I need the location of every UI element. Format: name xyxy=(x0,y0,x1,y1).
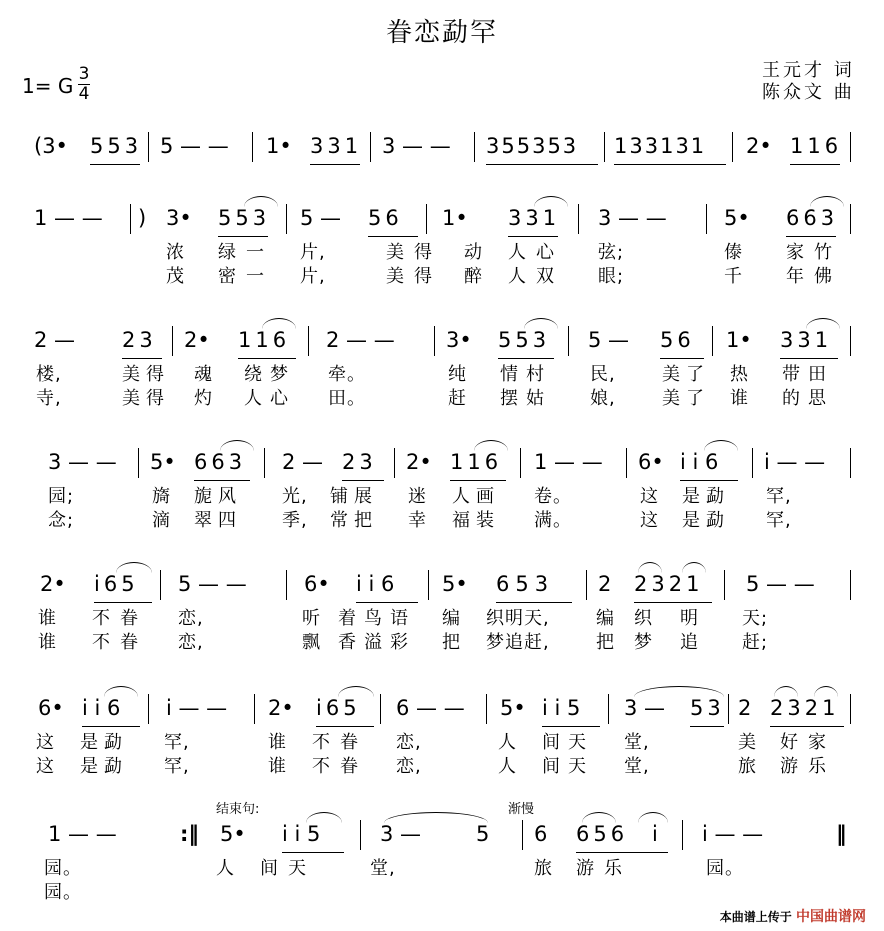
lyric-syllable: 绕梦 xyxy=(244,364,296,385)
note-group: ) xyxy=(138,206,147,230)
lyric-syllable: 着鸟语 xyxy=(338,608,416,629)
repeat-barline: :‖ xyxy=(180,822,199,846)
lyric-syllable: 编 xyxy=(596,608,615,629)
note-group: i65 xyxy=(94,572,139,596)
note-group: 3 — xyxy=(380,822,422,846)
lyric-syllable: 谁 xyxy=(268,732,287,753)
note-group: 355353 xyxy=(486,134,579,158)
lyric-syllable: 片, xyxy=(300,242,326,263)
note-group: 5 — — xyxy=(160,134,229,158)
lyric-syllable: 民, xyxy=(590,364,616,385)
lyric-syllable: 谁 xyxy=(38,608,57,629)
note-group: (3• xyxy=(34,134,68,158)
note-group: 5 — xyxy=(300,206,342,230)
lyric-syllable: 旖 xyxy=(152,486,171,507)
note-group: 3• xyxy=(166,206,192,230)
note-group: 6 xyxy=(534,822,548,846)
note-group: 1 — — xyxy=(34,206,103,230)
lyric-syllable: 念; xyxy=(48,510,75,531)
lyric-syllable: 间天 xyxy=(542,756,594,777)
lyric-syllable: 旅 xyxy=(534,858,553,879)
lyric-syllable: 田。 xyxy=(328,388,366,409)
lyric-syllable: 这 xyxy=(36,732,55,753)
note-group: 23 xyxy=(342,450,377,474)
lyric-syllable: 这 xyxy=(36,756,55,777)
lyric-syllable: 恋, xyxy=(396,732,422,753)
note-group: 656 xyxy=(576,822,629,846)
lyric-syllable: 浓 xyxy=(166,242,185,263)
lyric-syllable: 罕, xyxy=(164,732,190,753)
note-group: 5• xyxy=(220,822,246,846)
lyric-syllable: 的思 xyxy=(782,388,834,409)
lyric-syllable: 福装 xyxy=(452,510,500,531)
footer-text: 本曲谱上传于 xyxy=(719,910,792,924)
lyric-syllable: 人 xyxy=(498,732,517,753)
lyric-syllable: 人 xyxy=(216,858,235,879)
note-group: 2 — xyxy=(34,328,76,352)
lyric-syllable: 追 xyxy=(680,632,699,653)
time-signature-bottom: 4 xyxy=(78,84,90,104)
lyric-syllable: 不眷 xyxy=(92,608,148,629)
lyric-syllable: 光, xyxy=(282,486,308,507)
note-group: 331 xyxy=(508,206,561,230)
lyric-syllable: 美了 xyxy=(662,364,710,385)
lyric-syllable: 美 xyxy=(738,732,757,753)
note-group: 3• xyxy=(446,328,472,352)
note-group: 2• xyxy=(746,134,772,158)
note-group: 6• xyxy=(304,572,330,596)
lyric-syllable: 寺, xyxy=(36,388,62,409)
note-group: 5• xyxy=(724,206,750,230)
lyric-syllable: 醉 xyxy=(464,266,483,287)
note-group: i i 5 xyxy=(542,696,581,720)
note-group: 56 xyxy=(660,328,695,352)
lyric-syllable: 密一 xyxy=(218,266,274,287)
lyricist-credit: 王元才 词 xyxy=(762,60,855,81)
lyric-syllable: 间天 xyxy=(542,732,594,753)
lyric-syllable: 谁 xyxy=(730,388,749,409)
lyric-syllable: 是勐 xyxy=(80,756,128,777)
lyric-syllable: 谁 xyxy=(268,756,287,777)
note-group: i — — xyxy=(702,822,764,846)
lyric-syllable: 千 xyxy=(724,266,743,287)
lyric-syllable: 好家 xyxy=(780,732,836,753)
composer-credit: 陈众文 曲 xyxy=(762,82,855,103)
lyric-syllable: 旅 xyxy=(738,756,757,777)
lyric-syllable: 楼, xyxy=(36,364,62,385)
note-group: 553 xyxy=(218,206,271,230)
lyric-syllable: 美得 xyxy=(386,266,442,287)
lyric-syllable: 铺展 xyxy=(330,486,378,507)
lyric-syllable: 情村 xyxy=(500,364,552,385)
note-group: 5 xyxy=(476,822,490,846)
note-group: 6• xyxy=(638,450,664,474)
lyric-syllable: 不眷 xyxy=(312,756,368,777)
lyric-syllable: 滴 xyxy=(152,510,171,531)
lyric-syllable: 赶; xyxy=(742,632,769,653)
lyric-syllable: 恋, xyxy=(396,756,422,777)
note-group: 6• xyxy=(38,696,64,720)
lyric-syllable: 人心 xyxy=(244,388,296,409)
footer-credit xyxy=(720,906,866,926)
lyric-syllable: 翠四 xyxy=(194,510,242,531)
note-group: 1• xyxy=(726,328,752,352)
lyric-syllable: 天; xyxy=(742,608,769,629)
lyric-syllable: 梦 xyxy=(634,632,653,653)
note-group: 5 — xyxy=(588,328,630,352)
final-barline: ‖ xyxy=(836,822,847,846)
lyric-syllable: 人双 xyxy=(508,266,564,287)
lyric-syllable: 谁 xyxy=(38,632,57,653)
note-group: i i 6 xyxy=(356,572,395,596)
lyric-syllable: 明 xyxy=(680,608,699,629)
note-group: 133131 xyxy=(614,134,707,158)
note-group: 3 — xyxy=(624,696,666,720)
lyric-syllable: 堂, xyxy=(624,756,650,777)
lyric-syllable: 编 xyxy=(442,608,461,629)
note-group: 3 — — xyxy=(48,450,117,474)
lyric-syllable: 间天 xyxy=(260,858,316,879)
time-signature-top: 3 xyxy=(78,64,90,84)
lyric-syllable: 美得 xyxy=(122,364,170,385)
note-group: 2321 xyxy=(634,572,704,596)
note-group: 2• xyxy=(268,696,294,720)
lyric-syllable: 织明天, xyxy=(486,608,550,629)
note-group: 1 — — xyxy=(534,450,603,474)
lyric-syllable: 美了 xyxy=(662,388,710,409)
lyric-syllable: 眼; xyxy=(598,266,625,287)
note-group: i — — xyxy=(166,696,228,720)
lyric-syllable: 美得 xyxy=(386,242,442,263)
lyric-syllable: 常把 xyxy=(330,510,378,531)
lyric-syllable: 牵。 xyxy=(328,364,366,385)
note-group: 23 xyxy=(122,328,157,352)
lyric-syllable: 满。 xyxy=(534,510,572,531)
lyric-syllable: 绿一 xyxy=(218,242,274,263)
lyric-syllable: 这 xyxy=(640,510,659,531)
lyric-syllable: 人画 xyxy=(452,486,500,507)
note-group: i xyxy=(652,822,658,846)
lyric-syllable: 年佛 xyxy=(786,266,842,287)
lyric-syllable: 这 xyxy=(640,486,659,507)
time-signature xyxy=(78,66,90,103)
note-group: i65 xyxy=(316,696,361,720)
note-group: 553 xyxy=(90,134,143,158)
note-group: 6 — — xyxy=(396,696,465,720)
lyric-syllable: 傣 xyxy=(724,242,743,263)
note-group: 1• xyxy=(266,134,292,158)
lyric-syllable: 茂 xyxy=(166,266,185,287)
lyric-syllable: 魂 xyxy=(194,364,213,385)
lyric-syllable: 是勐 xyxy=(682,486,730,507)
lyric-syllable: 娘, xyxy=(590,388,616,409)
note-group: 2 — — xyxy=(326,328,395,352)
lyric-syllable: 热 xyxy=(730,364,749,385)
lyric-syllable: 是勐 xyxy=(80,732,128,753)
lyric-syllable: 把 xyxy=(442,632,461,653)
note-group: 1• xyxy=(442,206,468,230)
key-signature: 1= G xyxy=(22,74,74,98)
note-group: 2• xyxy=(184,328,210,352)
lyric-syllable: 卷。 xyxy=(534,486,572,507)
lyric-syllable: 人 xyxy=(498,756,517,777)
lyric-syllable: 堂, xyxy=(624,732,650,753)
lyric-syllable: 香溢彩 xyxy=(338,632,416,653)
lyric-syllable: 园; xyxy=(48,486,75,507)
lyric-syllable: 赶 xyxy=(448,388,467,409)
lyric-syllable: 园。 xyxy=(44,882,82,903)
note-group: i i 6 xyxy=(680,450,719,474)
lyric-syllable: 把 xyxy=(596,632,615,653)
note-group: 331 xyxy=(310,134,363,158)
lyric-syllable: 是勐 xyxy=(682,510,730,531)
note-group: 116 xyxy=(238,328,291,352)
note-group: 331 xyxy=(780,328,833,352)
note-group: 2• xyxy=(40,572,66,596)
note-group: 5 — — xyxy=(746,572,815,596)
lyric-syllable: 不眷 xyxy=(92,632,148,653)
lyric-syllable: 园。 xyxy=(44,858,82,879)
note-group: 116 xyxy=(790,134,843,158)
lyric-syllable: 摆姑 xyxy=(500,388,552,409)
lyric-syllable: 带田 xyxy=(782,364,834,385)
note-group: 116 xyxy=(450,450,503,474)
site-logo[interactable]: 中国曲谱网 xyxy=(796,909,866,925)
note-group: 663 xyxy=(786,206,839,230)
note-group: i i 6 xyxy=(82,696,121,720)
note-group: 56 xyxy=(368,206,403,230)
note-group: 663 xyxy=(194,450,247,474)
note-group: 2 xyxy=(598,572,612,596)
lyric-syllable: 堂, xyxy=(370,858,396,879)
note-group: 5• xyxy=(150,450,176,474)
page-title: 眷恋勐罕 xyxy=(385,18,498,48)
lyric-syllable: 罕, xyxy=(164,756,190,777)
lyric-syllable: 听 xyxy=(302,608,321,629)
lyric-syllable: 园。 xyxy=(706,858,744,879)
lyric-syllable: 梦追赶, xyxy=(486,632,550,653)
note-group: 3 — — xyxy=(382,134,451,158)
lyric-syllable: 家竹 xyxy=(786,242,842,263)
note-group: 5• xyxy=(500,696,526,720)
note-group: 5 — — xyxy=(178,572,247,596)
note-group: 553 xyxy=(498,328,551,352)
lyric-syllable: 纯 xyxy=(448,364,467,385)
note-group: 653 xyxy=(496,572,555,596)
note-group: 3 — — xyxy=(598,206,667,230)
lyric-syllable: 织 xyxy=(634,608,653,629)
lyric-syllable: 弦; xyxy=(598,242,625,263)
note-group: 2 — xyxy=(282,450,324,474)
note-group: i i 5 xyxy=(282,822,321,846)
lyric-syllable: 动 xyxy=(464,242,483,263)
lyric-syllable: 游乐 xyxy=(576,858,632,879)
ending-label: 结束句: xyxy=(216,802,260,817)
note-group: 1 — — xyxy=(48,822,117,846)
lyric-syllable: 恋, xyxy=(178,632,204,653)
note-group: 2321 xyxy=(770,696,840,720)
note-group: i — — xyxy=(764,450,826,474)
lyric-syllable: 季, xyxy=(282,510,308,531)
note-group: 5• xyxy=(442,572,468,596)
note-group: 2• xyxy=(406,450,432,474)
lyric-syllable: 游乐 xyxy=(780,756,836,777)
note-group: 2 xyxy=(738,696,752,720)
lyric-syllable: 罕, xyxy=(766,486,792,507)
lyric-syllable: 罕, xyxy=(766,510,792,531)
lyric-syllable: 美得 xyxy=(122,388,170,409)
lyric-syllable: 灼 xyxy=(194,388,213,409)
note-group: 53 xyxy=(690,696,725,720)
lyric-syllable: 旎风 xyxy=(194,486,242,507)
lyric-syllable: 幸 xyxy=(408,510,427,531)
lyric-syllable: 不眷 xyxy=(312,732,368,753)
lyric-syllable: 恋, xyxy=(178,608,204,629)
lyric-syllable: 迷 xyxy=(408,486,427,507)
tempo-marking: 渐慢 xyxy=(508,802,535,817)
lyric-syllable: 片, xyxy=(300,266,326,287)
lyric-syllable: 飘 xyxy=(302,632,321,653)
lyric-syllable: 人心 xyxy=(508,242,564,263)
